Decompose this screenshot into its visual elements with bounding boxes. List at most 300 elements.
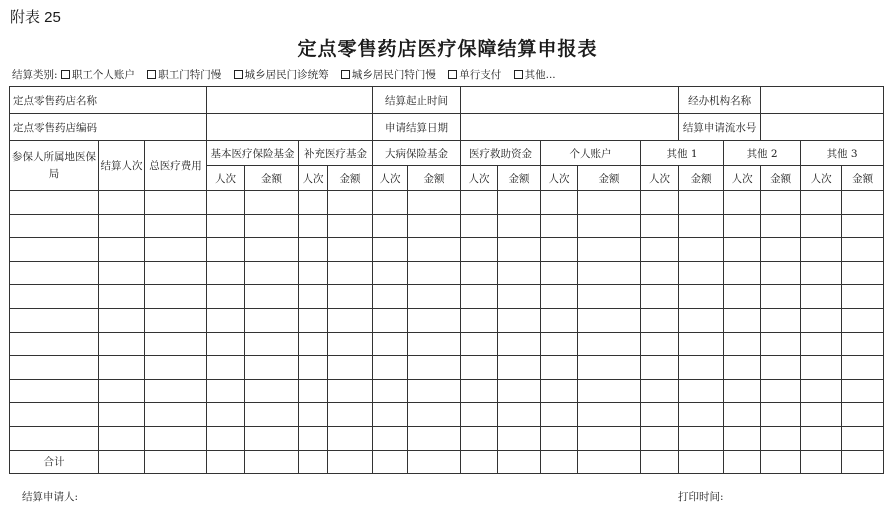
table-cell[interactable] [408,403,461,427]
table-cell[interactable] [461,332,498,356]
subheader-count: 人次 [207,166,245,191]
table-cell[interactable] [328,261,373,285]
column-group-personal-account: 个人账户 [541,141,641,166]
table-cell[interactable] [461,261,498,285]
table-cell[interactable] [299,426,328,450]
table-cell[interactable] [541,285,578,309]
table-cell[interactable] [145,403,207,427]
table-cell[interactable] [207,238,245,262]
total-cell[interactable] [461,450,498,473]
table-cell[interactable] [145,426,207,450]
total-cell[interactable] [724,450,761,473]
table-cell[interactable] [99,379,145,403]
table-cell[interactable] [498,332,541,356]
table-cell[interactable] [461,308,498,332]
pharmacy-name-field[interactable] [207,87,373,114]
checkbox-icon[interactable] [448,70,457,79]
total-cell[interactable] [245,450,299,473]
column-header-bureau: 参保人所属地医保局 [10,141,99,191]
table-cell[interactable] [679,261,724,285]
table-cell[interactable] [498,356,541,380]
table-cell[interactable] [541,308,578,332]
table-cell[interactable] [541,426,578,450]
category-option-other[interactable]: 其他... [514,69,556,81]
table-row [10,379,884,403]
total-cell[interactable] [842,450,884,473]
table-cell[interactable] [761,238,801,262]
table-cell[interactable] [408,332,461,356]
table-cell[interactable] [761,332,801,356]
info-row [10,114,884,141]
total-cell[interactable] [145,450,207,473]
table-cell[interactable] [99,238,145,262]
table-cell[interactable] [245,332,299,356]
category-label: 结算类别: [12,69,58,81]
table-cell[interactable] [408,379,461,403]
apply-date-field[interactable] [461,114,679,141]
table-cell[interactable] [724,356,761,380]
table-cell[interactable] [10,426,99,450]
table-cell[interactable] [641,356,679,380]
table-cell[interactable] [724,238,761,262]
table-cell[interactable] [207,285,245,309]
table-cell[interactable] [299,214,328,238]
subheader-count: 人次 [373,166,408,191]
table-cell[interactable] [578,426,641,450]
table-cell[interactable] [299,332,328,356]
table-cell[interactable] [99,308,145,332]
table-cell[interactable] [245,403,299,427]
table-cell[interactable] [842,261,884,285]
table-cell[interactable] [207,426,245,450]
table-cell[interactable] [641,191,679,215]
table-cell[interactable] [408,238,461,262]
table-cell[interactable] [207,308,245,332]
table-cell[interactable] [679,379,724,403]
table-cell[interactable] [842,356,884,380]
table-cell[interactable] [842,403,884,427]
table-cell[interactable] [99,426,145,450]
table-cell[interactable] [541,379,578,403]
table-cell[interactable] [842,308,884,332]
table-cell[interactable] [408,426,461,450]
table-cell[interactable] [207,191,245,215]
table-cell[interactable] [461,379,498,403]
checkbox-icon[interactable] [147,70,156,79]
table-cell[interactable] [578,191,641,215]
table-row [10,308,884,332]
apply-date-label: 申请结算日期 [373,114,461,141]
table-cell[interactable] [641,308,679,332]
table-cell[interactable] [578,356,641,380]
table-cell[interactable] [145,238,207,262]
checkbox-icon[interactable] [61,70,70,79]
table-cell[interactable] [245,191,299,215]
table-cell[interactable] [99,356,145,380]
table-cell[interactable] [498,285,541,309]
table-cell[interactable] [461,403,498,427]
table-cell[interactable] [461,356,498,380]
table-cell[interactable] [299,308,328,332]
column-group-basic-fund: 基本医疗保险基金 [207,141,299,166]
table-cell[interactable] [207,403,245,427]
table-cell[interactable] [408,214,461,238]
applicant-label: 结算申请人: [22,491,79,503]
table-cell[interactable] [578,308,641,332]
category-option-employee-account[interactable]: 职工个人账户 [61,69,135,81]
table-cell[interactable] [578,403,641,427]
table-cell[interactable] [245,379,299,403]
table-cell[interactable] [498,191,541,215]
table-cell[interactable] [641,285,679,309]
table-cell[interactable] [801,426,842,450]
table-cell[interactable] [842,379,884,403]
table-cell[interactable] [408,285,461,309]
settlement-category [12,67,565,82]
table-cell[interactable] [10,214,99,238]
period-label: 结算起止时间 [373,87,461,114]
category-option-employee-special[interactable]: 职工门特门慢 [147,69,221,81]
table-cell[interactable] [679,356,724,380]
appendix-label: 附表 25 [10,9,61,26]
column-group-critical-illness-fund: 大病保险基金 [373,141,461,166]
table-cell[interactable] [498,379,541,403]
table-cell[interactable] [801,238,842,262]
pharmacy-name-label: 定点零售药店名称 [10,87,207,114]
total-label: 合计 [10,450,99,473]
table-cell[interactable] [299,261,328,285]
table-cell[interactable] [99,285,145,309]
total-cell[interactable] [641,450,679,473]
table-cell[interactable] [842,238,884,262]
table-cell[interactable] [207,332,245,356]
table-cell[interactable] [99,332,145,356]
table-cell[interactable] [10,285,99,309]
table-cell[interactable] [801,214,842,238]
column-group-other-2: 其他 2 [724,141,801,166]
table-cell[interactable] [578,238,641,262]
table-cell[interactable] [461,285,498,309]
table-cell[interactable] [408,356,461,380]
settlement-table [9,86,884,474]
table-cell[interactable] [679,238,724,262]
table-cell[interactable] [578,379,641,403]
table-cell[interactable] [801,403,842,427]
column-group-supplementary-fund: 补充医疗基金 [299,141,373,166]
table-cell[interactable] [99,403,145,427]
subheader-count: 人次 [541,166,578,191]
column-header-total-cost: 总医疗费用 [145,141,207,191]
table-cell[interactable] [578,285,641,309]
table-cell[interactable] [245,238,299,262]
table-cell[interactable] [10,261,99,285]
table-row [10,261,884,285]
table-cell[interactable] [541,356,578,380]
table-cell[interactable] [541,403,578,427]
table-cell[interactable] [842,285,884,309]
table-cell[interactable] [761,285,801,309]
total-cell[interactable] [408,450,461,473]
table-cell[interactable] [761,356,801,380]
subheader-amount: 金额 [245,166,299,191]
total-cell[interactable] [801,450,842,473]
table-cell[interactable] [299,379,328,403]
table-cell[interactable] [373,214,408,238]
table-cell[interactable] [373,261,408,285]
table-cell[interactable] [801,261,842,285]
table-cell[interactable] [145,308,207,332]
category-option-resident-outpatient[interactable]: 城乡居民门诊统筹 [234,69,329,81]
total-cell[interactable] [761,450,801,473]
table-cell[interactable] [461,191,498,215]
category-option-resident-special[interactable]: 城乡居民门特门慢 [341,69,436,81]
table-cell[interactable] [328,214,373,238]
table-cell[interactable] [328,332,373,356]
table-cell[interactable] [724,379,761,403]
column-group-other-3: 其他 3 [801,141,884,166]
table-cell[interactable] [724,191,761,215]
total-cell[interactable] [328,450,373,473]
table-cell[interactable] [373,403,408,427]
subheader-amount: 金额 [498,166,541,191]
subheader-amount: 金额 [679,166,724,191]
table-cell[interactable] [541,332,578,356]
subheader-count: 人次 [299,166,328,191]
table-cell[interactable] [10,191,99,215]
subheader-count: 人次 [801,166,842,191]
subheader-count: 人次 [641,166,679,191]
table-cell[interactable] [10,238,99,262]
data-rows [10,191,884,451]
total-cell[interactable] [299,450,328,473]
table-cell[interactable] [99,214,145,238]
table-cell[interactable] [145,332,207,356]
table-cell[interactable] [10,332,99,356]
table-cell[interactable] [641,426,679,450]
table-cell[interactable] [461,238,498,262]
table-cell[interactable] [145,285,207,309]
table-cell[interactable] [373,285,408,309]
table-cell[interactable] [679,285,724,309]
table-cell[interactable] [207,261,245,285]
table-cell[interactable] [373,238,408,262]
table-cell[interactable] [761,379,801,403]
column-group-other-1: 其他 1 [641,141,724,166]
table-cell[interactable] [373,191,408,215]
subheader-amount: 金额 [328,166,373,191]
subheader-amount: 金额 [842,166,884,191]
table-cell[interactable] [724,285,761,309]
table-cell[interactable] [498,214,541,238]
table-cell[interactable] [724,308,761,332]
table-cell[interactable] [99,261,145,285]
subheader-count: 人次 [724,166,761,191]
period-field[interactable] [461,87,679,114]
table-cell[interactable] [641,332,679,356]
table-cell[interactable] [761,214,801,238]
table-cell[interactable] [408,261,461,285]
table-cell[interactable] [498,238,541,262]
table-cell[interactable] [641,403,679,427]
table-cell[interactable] [498,308,541,332]
table-cell[interactable] [761,308,801,332]
table-row [10,285,884,309]
table-cell[interactable] [498,403,541,427]
table-cell[interactable] [801,379,842,403]
table-cell[interactable] [299,403,328,427]
total-cell[interactable] [99,450,145,473]
table-cell[interactable] [328,191,373,215]
table-cell[interactable] [328,285,373,309]
table-cell[interactable] [724,332,761,356]
column-header-count: 结算人次 [99,141,145,191]
table-row [10,426,884,450]
form-title: 定点零售药店医疗保障结算申报表 [297,38,598,60]
table-cell[interactable] [10,356,99,380]
serial-label: 结算申请流水号 [679,114,761,141]
table-cell[interactable] [245,308,299,332]
table-row [10,332,884,356]
table-cell[interactable] [145,214,207,238]
table-cell[interactable] [578,332,641,356]
checkbox-icon[interactable] [234,70,243,79]
table-cell[interactable] [541,238,578,262]
table-cell[interactable] [373,332,408,356]
table-cell[interactable] [541,261,578,285]
table-cell[interactable] [373,356,408,380]
table-cell[interactable] [245,261,299,285]
table-cell[interactable] [724,426,761,450]
table-cell[interactable] [328,308,373,332]
table-cell[interactable] [207,356,245,380]
table-cell[interactable] [10,379,99,403]
table-cell[interactable] [679,403,724,427]
table-cell[interactable] [145,261,207,285]
table-cell[interactable] [801,332,842,356]
table-cell[interactable] [245,285,299,309]
table-cell[interactable] [145,191,207,215]
table-cell[interactable] [724,214,761,238]
table-cell[interactable] [299,191,328,215]
table-cell[interactable] [641,379,679,403]
table-row [10,214,884,238]
subheader-amount: 金额 [408,166,461,191]
table-row [10,356,884,380]
table-cell[interactable] [679,332,724,356]
table-cell[interactable] [578,261,641,285]
agency-label: 经办机构名称 [679,87,761,114]
table-cell[interactable] [679,426,724,450]
table-cell[interactable] [801,285,842,309]
table-cell[interactable] [679,191,724,215]
table-cell[interactable] [842,426,884,450]
table-cell[interactable] [373,426,408,450]
table-cell[interactable] [801,308,842,332]
table-cell[interactable] [801,356,842,380]
checkbox-icon[interactable] [341,70,350,79]
total-cell[interactable] [498,450,541,473]
serial-field[interactable] [761,114,884,141]
table-cell[interactable] [842,191,884,215]
total-row [10,450,884,473]
table-cell[interactable] [679,308,724,332]
table-cell[interactable] [408,308,461,332]
agency-field[interactable] [761,87,884,114]
print-time-label: 打印时间: [678,491,724,503]
table-cell[interactable] [761,426,801,450]
table-cell[interactable] [578,214,641,238]
total-cell[interactable] [373,450,408,473]
table-cell[interactable] [461,214,498,238]
table-cell[interactable] [801,191,842,215]
table-cell[interactable] [842,214,884,238]
table-row [10,403,884,427]
table-cell[interactable] [328,426,373,450]
table-cell[interactable] [641,238,679,262]
total-cell[interactable] [679,450,724,473]
table-cell[interactable] [373,308,408,332]
table-cell[interactable] [328,379,373,403]
table-cell[interactable] [761,191,801,215]
table-cell[interactable] [541,191,578,215]
table-cell[interactable] [541,214,578,238]
table-cell[interactable] [679,214,724,238]
table-cell[interactable] [641,261,679,285]
table-cell[interactable] [10,308,99,332]
total-cell[interactable] [578,450,641,473]
column-group-medical-aid: 医疗救助资金 [461,141,541,166]
subheader-amount: 金额 [578,166,641,191]
subheader-count: 人次 [461,166,498,191]
table-cell[interactable] [842,332,884,356]
table-cell[interactable] [408,191,461,215]
table-cell[interactable] [245,426,299,450]
table-cell[interactable] [245,356,299,380]
table-cell[interactable] [145,379,207,403]
table-cell[interactable] [328,356,373,380]
table-cell[interactable] [10,403,99,427]
table-cell[interactable] [245,214,299,238]
table-cell[interactable] [761,403,801,427]
table-cell[interactable] [498,261,541,285]
table-cell[interactable] [328,403,373,427]
table-cell[interactable] [299,238,328,262]
table-cell[interactable] [724,403,761,427]
pharmacy-code-label: 定点零售药店编码 [10,114,207,141]
table-cell[interactable] [145,356,207,380]
table-cell[interactable] [761,261,801,285]
total-cell[interactable] [207,450,245,473]
category-option-single-payment[interactable]: 单行支付 [448,69,501,81]
table-row [10,238,884,262]
info-row [10,87,884,114]
table-cell[interactable] [724,261,761,285]
table-cell[interactable] [299,356,328,380]
total-cell[interactable] [541,450,578,473]
table-cell[interactable] [299,285,328,309]
table-cell[interactable] [373,379,408,403]
checkbox-icon[interactable] [514,70,523,79]
header-row [10,141,884,166]
table-cell[interactable] [498,426,541,450]
table-cell[interactable] [207,214,245,238]
table-cell[interactable] [461,426,498,450]
table-cell[interactable] [328,238,373,262]
table-cell[interactable] [641,214,679,238]
pharmacy-code-field[interactable] [207,114,373,141]
table-cell[interactable] [99,191,145,215]
table-cell[interactable] [207,379,245,403]
